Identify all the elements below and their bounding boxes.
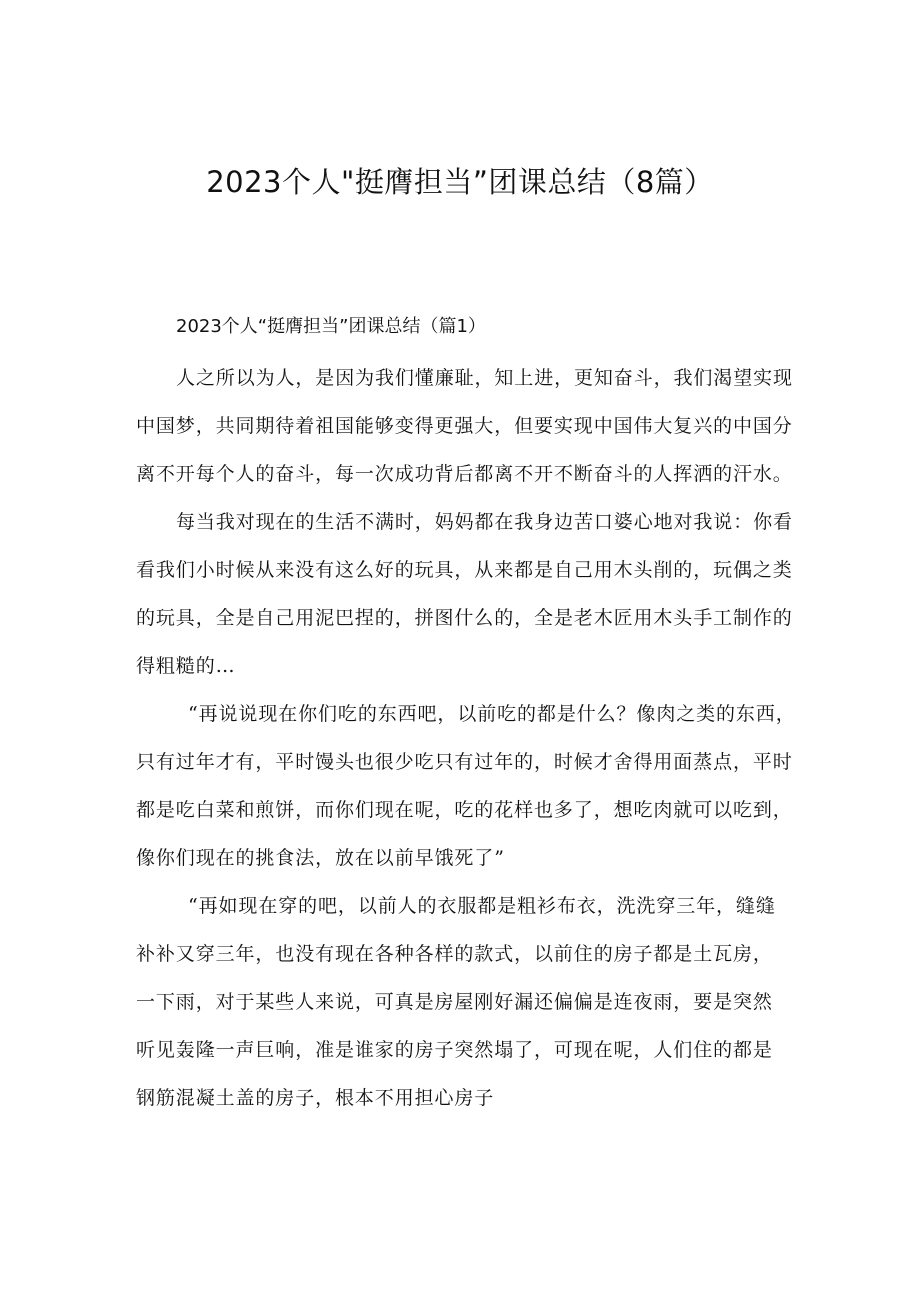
paragraph-line: 离不开每个人的奋斗，每一次成功背后都离不开不断奋斗的人挥洒的汗水。	[136, 463, 793, 485]
paragraph-line: 的玩具，全是自己用泥巴捏的，拼图什么的，全是老木匠用木头手工制作的	[136, 607, 793, 629]
paragraph-line: 补补又穿三年，也没有现在各种各样的款式，以前住的房子都是土瓦房，	[136, 943, 773, 965]
document-body	[136, 354, 796, 1122]
paragraph-2	[136, 498, 796, 690]
paragraph-line: “再如现在穿的吧，以前人的衣服都是粗衫布衣，洗洗穿三年，缝缝	[188, 895, 776, 917]
paragraph-3	[136, 690, 796, 882]
paragraph-line: 只有过年才有，平时馒头也很少吃只有过年的，时候才舍得用面蒸点，平时	[136, 751, 793, 773]
paragraph-line: 都是吃白菜和煎饼，而你们现在呢，吃的花样也多了，想吃肉就可以吃到，	[136, 799, 793, 821]
paragraph-line: 像你们现在的挑食法，放在以前早饿死了”	[136, 847, 505, 869]
paragraph-line: 人之所以为人，是因为我们懂廉耻，知上进，更知奋斗，我们渴望实现	[176, 367, 793, 389]
paragraph-4	[136, 882, 796, 1122]
paragraph-line: 看我们小时候从来没有这么好的玩具，从来都是自己用木头削的，玩偶之类	[136, 559, 793, 581]
paragraph-line: 钢筋混凝土盖的房子，根本不用担心房子	[136, 1087, 495, 1109]
paragraph-line: 得粗糙的…	[136, 655, 236, 677]
paragraph-1	[136, 354, 796, 498]
paragraph-line: 每当我对现在的生活不满时，妈妈都在我身边苦口婆心地对我说：你看	[176, 511, 793, 533]
paragraph-line: 一下雨，对于某些人来说，可真是房屋刚好漏还偏偏是连夜雨，要是突然	[136, 991, 773, 1013]
document-title: 2023个人"挺膺担当”团课总结（8篇）	[206, 165, 714, 199]
paragraph-line: “再说说现在你们吃的东西吧，以前吃的都是什么？像肉之类的东西，	[188, 703, 796, 725]
section-heading: 2023个人“挺膺担当”团课总结（篇1）	[176, 316, 486, 337]
paragraph-line: 中国梦，共同期待着祖国能够变得更强大，但要实现中国伟大复兴的中国分	[136, 415, 793, 437]
paragraph-line: 听见轰隆一声巨响，准是谁家的房子突然塌了，可现在呢，人们住的都是	[136, 1039, 773, 1061]
